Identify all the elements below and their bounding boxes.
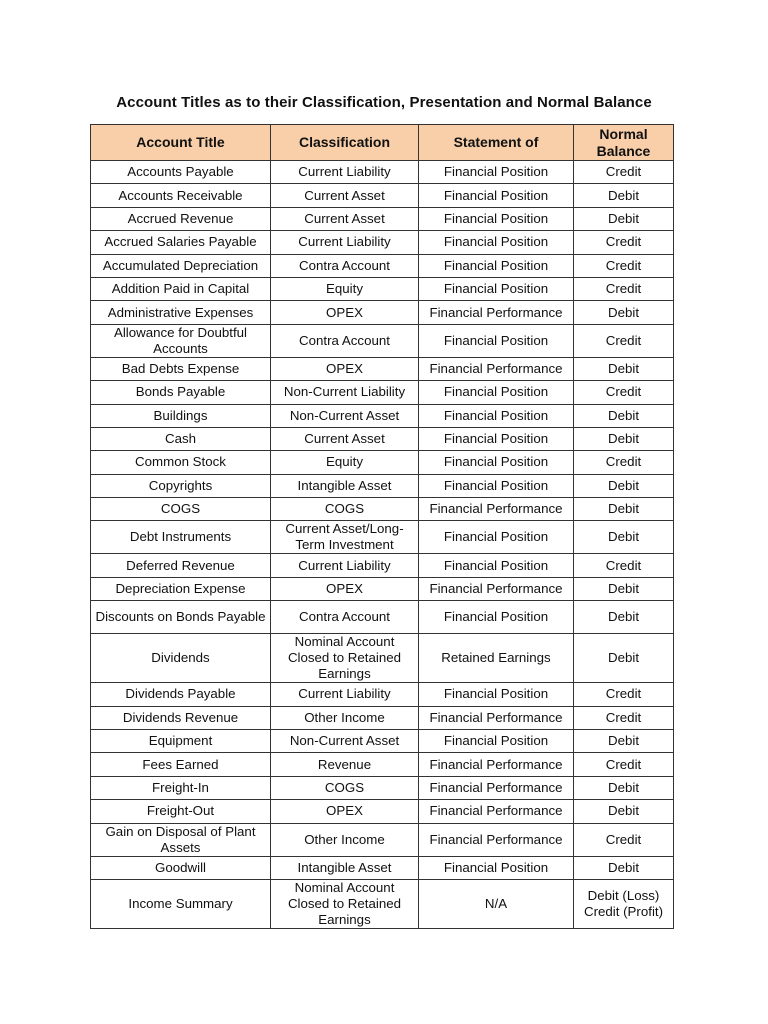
cell-statement-of: Financial Performance <box>419 706 574 729</box>
cell-normal-balance: Debit <box>574 474 674 497</box>
cell-normal-balance: Debit <box>574 404 674 427</box>
cell-account-title: Discounts on Bonds Payable <box>91 601 271 634</box>
cell-normal-balance: Credit <box>574 554 674 577</box>
cell-account-title: Deferred Revenue <box>91 554 271 577</box>
cell-account-title: Accounts Receivable <box>91 184 271 207</box>
cell-normal-balance: Debit <box>574 357 674 380</box>
table-row <box>91 683 674 706</box>
cell-statement-of: Financial Position <box>419 427 574 450</box>
cell-account-title: Dividends Revenue <box>91 706 271 729</box>
table-row <box>91 357 674 380</box>
cell-classification: Non-Current Liability <box>271 381 419 404</box>
table-row <box>91 207 674 230</box>
cell-statement-of: Financial Position <box>419 554 574 577</box>
cell-classification: Current Asset <box>271 427 419 450</box>
cell-normal-balance: Credit <box>574 324 674 357</box>
table-row <box>91 231 674 254</box>
cell-account-title: Buildings <box>91 404 271 427</box>
cell-account-title: Depreciation Expense <box>91 577 271 600</box>
table-row <box>91 474 674 497</box>
cell-account-title: Dividends <box>91 634 271 683</box>
cell-classification: Current Asset <box>271 184 419 207</box>
table-row <box>91 451 674 474</box>
cell-account-title: Copyrights <box>91 474 271 497</box>
cell-classification: Current Liability <box>271 554 419 577</box>
cell-normal-balance: Debit <box>574 521 674 554</box>
table-row <box>91 753 674 776</box>
cell-account-title: Accounts Payable <box>91 161 271 184</box>
cell-normal-balance: Debit <box>574 577 674 600</box>
cell-statement-of: Financial Position <box>419 451 574 474</box>
cell-normal-balance: Credit <box>574 706 674 729</box>
table-row <box>91 706 674 729</box>
cell-statement-of: Financial Position <box>419 474 574 497</box>
cell-statement-of: N/A <box>419 879 574 928</box>
cell-statement-of: Retained Earnings <box>419 634 574 683</box>
cell-statement-of: Financial Position <box>419 730 574 753</box>
cell-normal-balance: Debit <box>574 730 674 753</box>
cell-normal-balance: Debit <box>574 776 674 799</box>
table-row <box>91 776 674 799</box>
cell-statement-of: Financial Position <box>419 521 574 554</box>
cell-classification: OPEX <box>271 357 419 380</box>
cell-normal-balance: Credit <box>574 683 674 706</box>
table-row <box>91 381 674 404</box>
cell-statement-of: Financial Position <box>419 601 574 634</box>
cell-classification: OPEX <box>271 577 419 600</box>
cell-statement-of: Financial Position <box>419 324 574 357</box>
cell-classification: Nominal Account Closed to Retained Earnings <box>271 634 419 683</box>
table-row <box>91 601 674 634</box>
cell-account-title: Equipment <box>91 730 271 753</box>
cell-classification: Current Liability <box>271 231 419 254</box>
cell-account-title: Debt Instruments <box>91 521 271 554</box>
cell-account-title: Allowance for Doubtful Accounts <box>91 324 271 357</box>
cell-account-title: Accrued Salaries Payable <box>91 231 271 254</box>
table-row <box>91 577 674 600</box>
header-classification: Classification <box>271 125 419 161</box>
cell-account-title: Income Summary <box>91 879 271 928</box>
cell-account-title: Administrative Expenses <box>91 301 271 324</box>
cell-normal-balance: Debit <box>574 498 674 521</box>
cell-classification: Contra Account <box>271 601 419 634</box>
cell-classification: Revenue <box>271 753 419 776</box>
cell-normal-balance: Debit <box>574 800 674 823</box>
cell-statement-of: Financial Performance <box>419 776 574 799</box>
table-row <box>91 879 674 928</box>
cell-statement-of: Financial Position <box>419 381 574 404</box>
table-row <box>91 301 674 324</box>
cell-account-title: Dividends Payable <box>91 683 271 706</box>
cell-account-title: Freight-In <box>91 776 271 799</box>
cell-classification: Contra Account <box>271 254 419 277</box>
cell-normal-balance: Credit <box>574 254 674 277</box>
cell-account-title: Bonds Payable <box>91 381 271 404</box>
cell-normal-balance: Credit <box>574 451 674 474</box>
cell-statement-of: Financial Position <box>419 207 574 230</box>
cell-statement-of: Financial Performance <box>419 498 574 521</box>
header-normal-balance: Normal Balance <box>574 125 674 161</box>
table-row <box>91 427 674 450</box>
cell-statement-of: Financial Position <box>419 404 574 427</box>
cell-statement-of: Financial Position <box>419 161 574 184</box>
cell-statement-of: Financial Position <box>419 683 574 706</box>
table-row <box>91 404 674 427</box>
cell-statement-of: Financial Performance <box>419 753 574 776</box>
cell-account-title: Fees Earned <box>91 753 271 776</box>
cell-classification: Contra Account <box>271 324 419 357</box>
cell-account-title: Freight-Out <box>91 800 271 823</box>
table-row <box>91 521 674 554</box>
cell-classification: COGS <box>271 776 419 799</box>
table-row <box>91 498 674 521</box>
cell-account-title: Cash <box>91 427 271 450</box>
cell-normal-balance: Debit <box>574 634 674 683</box>
cell-normal-balance: Debit (Loss) Credit (Profit) <box>574 879 674 928</box>
cell-statement-of: Financial Position <box>419 277 574 300</box>
table-row <box>91 277 674 300</box>
table-row <box>91 161 674 184</box>
cell-normal-balance: Debit <box>574 184 674 207</box>
cell-classification: Nominal Account Closed to Retained Earnings <box>271 879 419 928</box>
cell-classification: Intangible Asset <box>271 474 419 497</box>
table-row <box>91 730 674 753</box>
cell-account-title: Accrued Revenue <box>91 207 271 230</box>
cell-classification: Current Asset/Long-Term Investment <box>271 521 419 554</box>
table-row <box>91 554 674 577</box>
table-row <box>91 184 674 207</box>
cell-account-title: Accumulated Depreciation <box>91 254 271 277</box>
table-row <box>91 254 674 277</box>
document-title: Account Titles as to their Classification, Presentation and Normal Balance <box>116 94 652 111</box>
header-statement-of: Statement of <box>419 125 574 161</box>
cell-classification: Intangible Asset <box>271 856 419 879</box>
cell-normal-balance: Debit <box>574 427 674 450</box>
cell-classification: Equity <box>271 451 419 474</box>
cell-statement-of: Financial Position <box>419 231 574 254</box>
cell-normal-balance: Credit <box>574 753 674 776</box>
cell-normal-balance: Debit <box>574 301 674 324</box>
cell-normal-balance: Credit <box>574 823 674 856</box>
cell-classification: OPEX <box>271 301 419 324</box>
cell-statement-of: Financial Position <box>419 856 574 879</box>
cell-classification: COGS <box>271 498 419 521</box>
cell-classification: Other Income <box>271 706 419 729</box>
cell-classification: Non-Current Asset <box>271 404 419 427</box>
cell-account-title: Bad Debts Expense <box>91 357 271 380</box>
cell-statement-of: Financial Performance <box>419 823 574 856</box>
table-row <box>91 823 674 856</box>
cell-statement-of: Financial Position <box>419 254 574 277</box>
cell-normal-balance: Debit <box>574 856 674 879</box>
cell-account-title: Common Stock <box>91 451 271 474</box>
table-row <box>91 800 674 823</box>
table-row <box>91 634 674 683</box>
table-row <box>91 856 674 879</box>
cell-normal-balance: Debit <box>574 207 674 230</box>
cell-classification: Non-Current Asset <box>271 730 419 753</box>
cell-normal-balance: Credit <box>574 161 674 184</box>
cell-statement-of: Financial Performance <box>419 800 574 823</box>
account-titles-table <box>90 124 674 929</box>
table-header-row <box>91 125 674 161</box>
cell-statement-of: Financial Performance <box>419 301 574 324</box>
header-account-title: Account Title <box>91 125 271 161</box>
cell-account-title: Gain on Disposal of Plant Assets <box>91 823 271 856</box>
cell-account-title: Addition Paid in Capital <box>91 277 271 300</box>
cell-classification: OPEX <box>271 800 419 823</box>
cell-normal-balance: Credit <box>574 381 674 404</box>
cell-classification: Current Liability <box>271 161 419 184</box>
cell-normal-balance: Credit <box>574 231 674 254</box>
cell-classification: Current Liability <box>271 683 419 706</box>
cell-classification: Equity <box>271 277 419 300</box>
table-row <box>91 324 674 357</box>
cell-statement-of: Financial Position <box>419 184 574 207</box>
cell-account-title: Goodwill <box>91 856 271 879</box>
cell-account-title: COGS <box>91 498 271 521</box>
cell-classification: Current Asset <box>271 207 419 230</box>
cell-statement-of: Financial Performance <box>419 357 574 380</box>
cell-normal-balance: Debit <box>574 601 674 634</box>
cell-normal-balance: Credit <box>574 277 674 300</box>
cell-statement-of: Financial Performance <box>419 577 574 600</box>
cell-classification: Other Income <box>271 823 419 856</box>
